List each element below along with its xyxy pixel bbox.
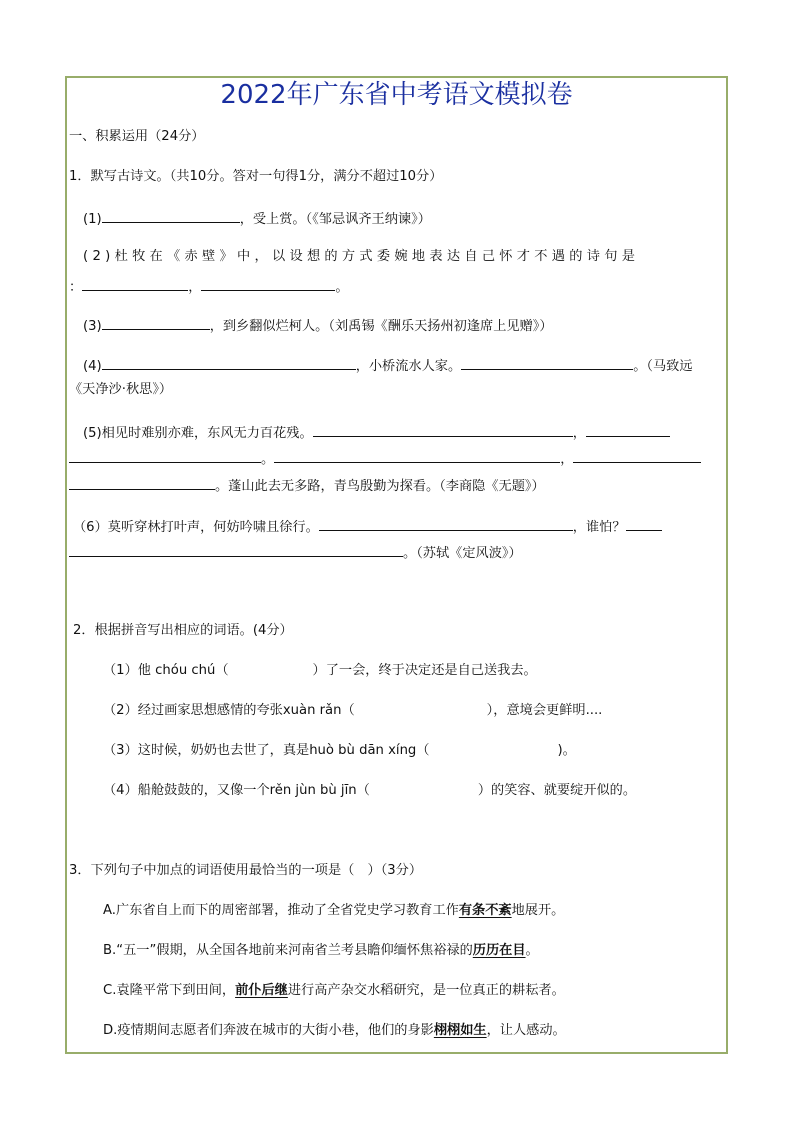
- q1-item-5-blank-2[interactable]: [586, 422, 670, 437]
- q1-item-5-line2: [69, 448, 701, 469]
- q1-item-4: [83, 355, 693, 376]
- q1-item-5-period: 。: [261, 452, 275, 467]
- q1-item-1-number: (1): [83, 212, 102, 227]
- q1-item-4-blank-2[interactable]: [461, 355, 633, 370]
- q1-item-2-comma: ，: [188, 280, 202, 295]
- q1-item-5-blank-4[interactable]: [274, 448, 560, 463]
- q2-item-2-prompt: （2）经过画家思想感情的夸张xuàn rǎn（: [103, 703, 355, 718]
- q3-option-d-text: D.疫情期间志愿者们奔波在城市的大街小巷，他们的身影: [103, 1023, 434, 1038]
- q1-item-5-line1: [83, 422, 670, 443]
- q3-option-a-text: A.广东省自上而下的周密部署，推动了全省党史学习教育工作: [103, 903, 459, 918]
- q3-option-a[interactable]: [103, 902, 564, 920]
- q1-stem: 1．默写古诗文。（共10分。答对一句得1分，满分不超过10分）: [69, 169, 443, 184]
- q2-item-4-rest: ）的笑容、就要绽开似的。: [477, 783, 637, 798]
- q1-item-1-blank[interactable]: [102, 208, 240, 223]
- q1-item-3: [83, 315, 553, 336]
- q1-item-4-mid: ，小桥流水人家。: [355, 359, 462, 374]
- q1-item-6-blank-3[interactable]: [69, 542, 403, 557]
- q3-option-d[interactable]: [103, 1022, 566, 1040]
- q3-option-c-keyword: 前仆后继: [235, 983, 288, 998]
- q2-item-2-rest: ），意境会更鲜明....: [486, 703, 603, 718]
- q3-option-b-text: B.“五一”假期，从全国各地前来河南省兰考县瞻仰缅怀焦裕禄的: [103, 943, 473, 958]
- q3-stem: 3．下列句子中加点的词语使用最恰当的一项是（ ）（3分）: [69, 863, 423, 878]
- q1-item-6-mid: ，谁怕？: [572, 520, 626, 535]
- q1-item-6-line2: [69, 542, 522, 563]
- q3-option-c[interactable]: [103, 982, 565, 1000]
- q1-item-1: [83, 208, 431, 229]
- q3-option-b-keyword: 历历在目: [472, 943, 526, 958]
- q1-item-5-comma: ，: [572, 426, 586, 441]
- q2-item-4: [103, 782, 636, 800]
- q3-option-d-end: ，让人感动。: [486, 1023, 566, 1038]
- q1-item-4-end: 。（马致远: [633, 359, 693, 374]
- q1-item-6-start: （6）莫听穿林打叶声，何妨吟啸且徐行。: [73, 520, 319, 535]
- q2-item-1-rest: ）了一会，终于决定还是自己送我去。: [312, 663, 537, 678]
- q3-option-b-end: 。: [525, 943, 539, 958]
- q1-item-5-blank-6[interactable]: [69, 475, 215, 490]
- q2-item-3-prompt: （3）这时候，奶奶也去世了，真是huò bù dān xíng（: [103, 743, 430, 758]
- q1-item-5-line3: [69, 475, 545, 496]
- q2-item-1: [103, 662, 537, 680]
- q3-option-a-end: 地展开。: [511, 903, 565, 918]
- q1-item-2-line1: (2)杜牧在《赤壁》中，以设想的方式委婉地表达自己怀才不遇的诗句是: [83, 249, 640, 264]
- q1-item-6-blank-1[interactable]: [319, 516, 573, 531]
- page-title: 2022年广东省中考语文模拟卷: [220, 80, 573, 110]
- q3-option-b[interactable]: [103, 942, 539, 960]
- q1-item-5-blank-5[interactable]: [573, 448, 701, 463]
- q1-item-3-number: (3): [83, 319, 102, 334]
- q1-item-1-text: ，受上赏。（《邹忌讽齐王纳谏》）: [239, 212, 431, 227]
- q2-item-2: [103, 702, 602, 720]
- q2-item-4-prompt: （4）船舱鼓鼓的，又像一个rěn jùn bù jīn（: [103, 783, 370, 798]
- q1-item-2-colon: ：: [69, 280, 83, 295]
- q1-item-5-blank-1[interactable]: [313, 422, 573, 437]
- q1-item-5-blank-3[interactable]: [69, 448, 261, 463]
- q1-item-5-comma-2: ，: [560, 452, 574, 467]
- q1-item-2-blank-1[interactable]: [82, 276, 188, 291]
- q1-item-5-end: 。蓬山此去无多路，青鸟殷勤为探看。（李商隐《无题》）: [215, 479, 545, 494]
- q3-option-d-keyword: 栩栩如生: [433, 1023, 487, 1038]
- q1-item-2-line2: [69, 276, 349, 297]
- q1-item-6-end: 。（苏轼《定风波》）: [403, 546, 522, 561]
- q2-item-3: [103, 742, 576, 760]
- section-heading: 一、积累运用（24分）: [69, 129, 205, 144]
- q1-item-4-source: 《天净沙·秋思》）: [69, 382, 173, 397]
- q1-item-2-end: 。: [335, 280, 349, 295]
- q3-option-c-text: C.袁隆平常下到田间，: [103, 983, 236, 998]
- q1-item-3-blank[interactable]: [102, 315, 210, 330]
- q1-item-6-line1: [73, 516, 662, 537]
- q1-item-3-text: ，到乡翻似烂柯人。（刘禹锡《酬乐天扬州初逢席上见赠》）: [209, 319, 553, 334]
- q2-item-1-prompt: （1）他 chóu chú（: [103, 663, 229, 678]
- q1-item-4-number: (4): [83, 359, 102, 374]
- q1-item-5-start: (5)相见时难别亦难，东风无力百花残。: [83, 426, 313, 441]
- q3-option-a-keyword: 有条不紊: [458, 903, 512, 918]
- q1-item-6-blank-2[interactable]: [626, 516, 662, 531]
- q1-item-4-blank-1[interactable]: [102, 355, 356, 370]
- q1-item-2-blank-2[interactable]: [201, 276, 335, 291]
- q3-option-c-end: 进行高产杂交水稻研究，是一位真正的耕耘者。: [287, 983, 565, 998]
- q2-stem: 2．根据拼音写出相应的词语。(4分）: [73, 623, 293, 638]
- q2-item-3-rest: )。: [557, 743, 576, 758]
